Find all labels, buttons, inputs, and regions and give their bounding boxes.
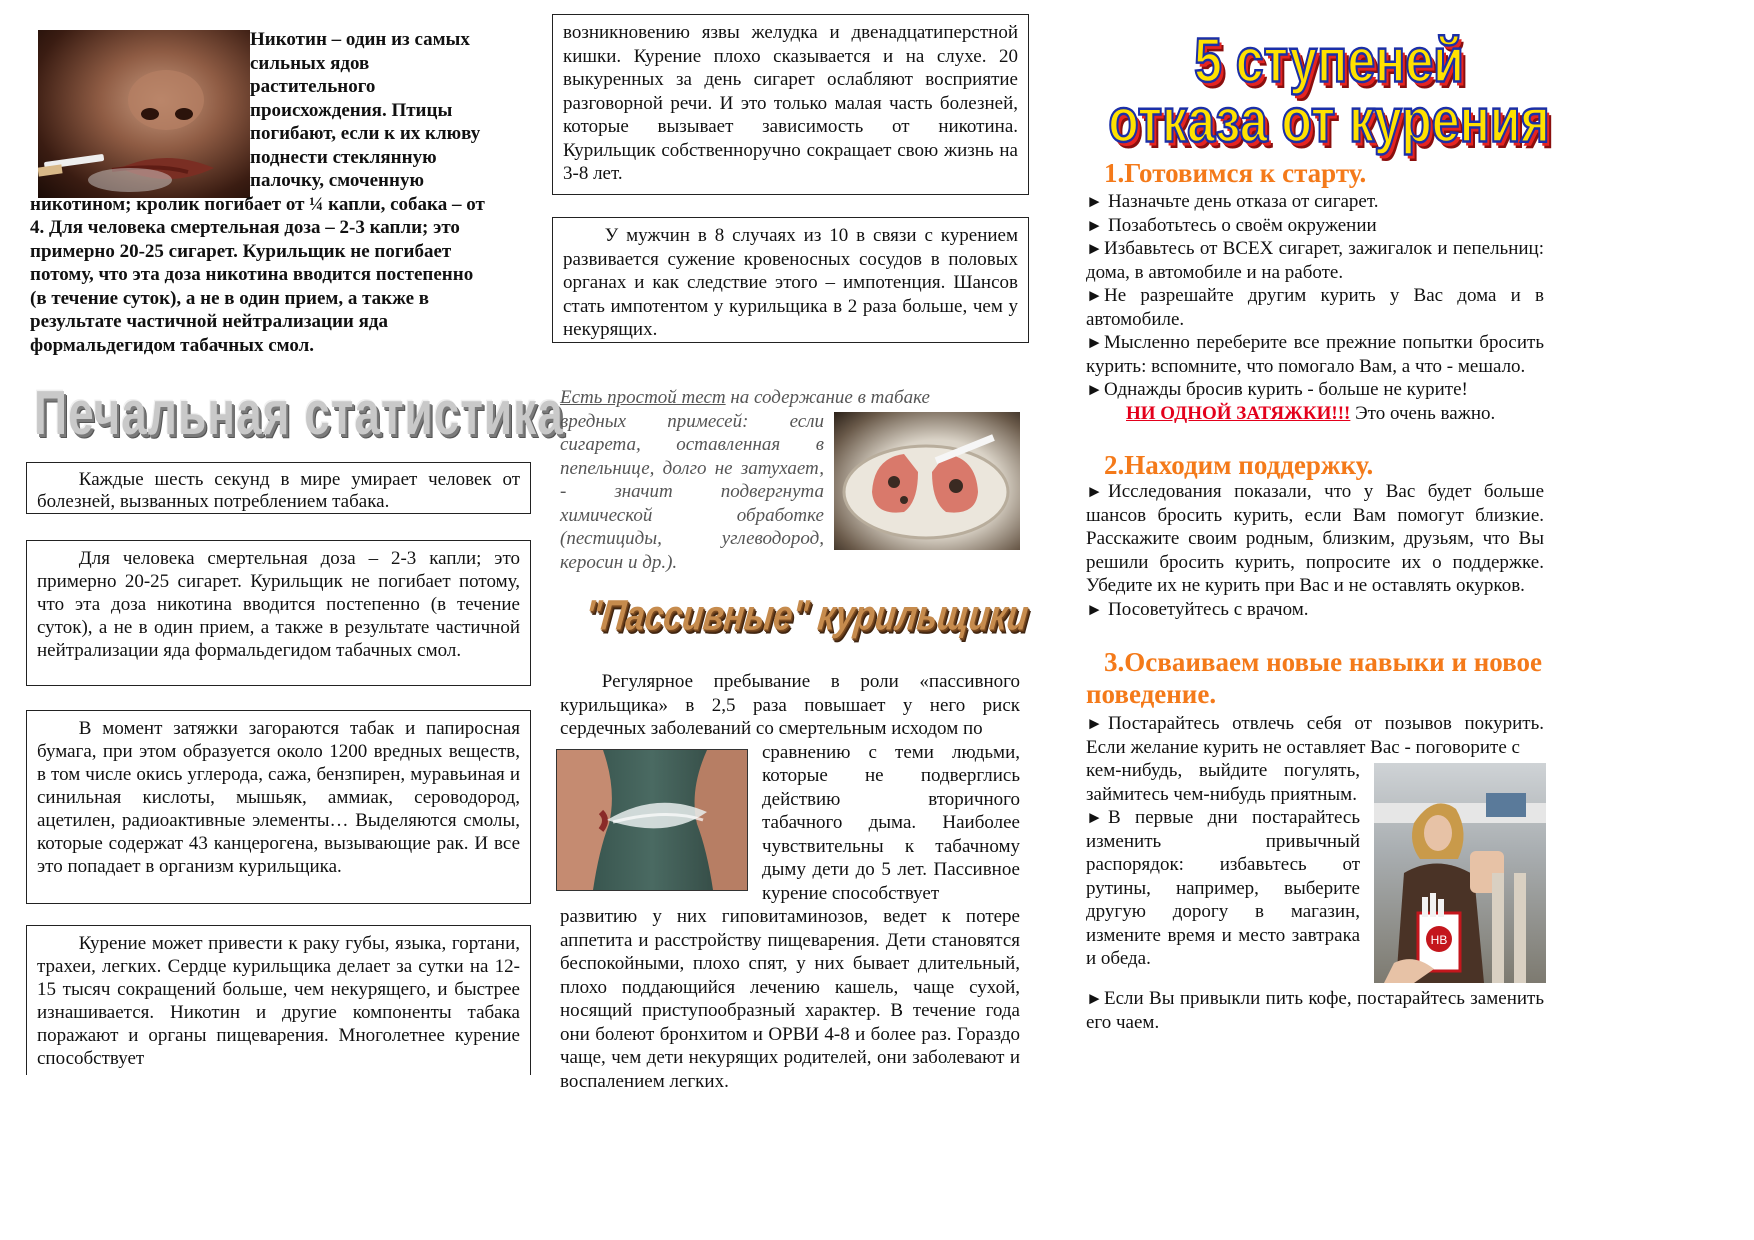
stat-box-1: Каждые шесть секунд в мире умирает человек от болезней, вызванных потреблением табака. (26, 462, 531, 514)
test-body: вредных примесей: если сигарета, оставленная в пепельнице, долго не затухает, - значит подвергнута химической обработке (пестициды, углеводород, керосин и др.). (560, 410, 824, 573)
bullet-arrow-icon: ► (1086, 333, 1103, 352)
bullet-arrow-icon: ► (1086, 808, 1103, 827)
warning-red-text: НИ ОДНОЙ ЗАТЯЖКИ!!! (1126, 402, 1351, 424)
stat-box-2: Для человека смертельная доза – 2-3 капли; это примерно 20-25 сигарет. Курильщик не погибает потому, что эта доза никотина вводится постепенно (в течение суток), а не в один прием, а также в результате частичной нейтрализации яда формальдегидом табачных смол. (26, 540, 531, 686)
bullet-arrow-icon: ► (1086, 989, 1103, 1008)
no-puff-warning: НИ ОДНОЙ ЗАТЯЖКИ!!! Это очень важно. (1126, 402, 1496, 424)
bullet-arrow-icon: ► (1086, 380, 1103, 399)
column-2 (552, 0, 1032, 1240)
stat-box-3: В момент затяжки загораются табак и папиросная бумага, при этом образуется около 1200 вредных веществ, в том числе окись углерода, сажа, бензпирен, муравьиная и синильная кислоты, мышьяк, аммиак, сероводород, ацетилен, радиоактивные элементы… Выделяются смолы, которые содержат 43 канцерогена, вызывающие рак. И все это попадает в организм курильщика. (26, 710, 531, 904)
passive-smokers-heading: "Пассивные" курильщики (582, 592, 1031, 640)
tobacco-test-block (560, 386, 1020, 574)
test-underlined-lead: Есть простой тест (560, 387, 726, 408)
lungs-ashtray-illustration (834, 412, 1020, 550)
sad-statistics-heading: Печальная статистика (34, 377, 564, 448)
test-lead-rest: на содержание в табаке (725, 387, 930, 408)
bullet-arrow-icon: ► (1086, 286, 1103, 305)
step-3-item: ► В первые дни постарайтесь изменить привычный распорядок: избавьтесь от рутины, например, выберите другую дорогу в магазин, измените время и место завтрака и обеда. (1086, 807, 1360, 969)
exhaling-smoke-illustration (557, 750, 747, 890)
step-2-item: ► Посоветуйтесь с врачом. (1086, 598, 1309, 620)
cigarette-pack-label: НВ (1430, 933, 1448, 947)
step-1-item: ►Избавьтесь от ВСЕХ сигарет, зажигалок и пепельниц: дома, в автомобиле и на работе. (1086, 238, 1544, 283)
step-3-item: ►Если Вы привыкли пить кофе, постарайтесь заменить его чаем. (1086, 988, 1544, 1033)
photo-float-spacer (30, 28, 250, 178)
column-3 (1086, 0, 1548, 1240)
bullet-arrow-icon: ► (1086, 239, 1103, 258)
woman-refusing-cigarette-photo (1374, 763, 1546, 983)
step-2-list (1086, 480, 1544, 621)
bullet-arrow-icon: ► (1086, 714, 1103, 733)
step-2-item: ► Исследования показали, что у Вас будет больше шансов бросить курить, если Вам помогут близкие. Расскажите своим родным, близким, друзьям, что Вы решили бросить курить, попросите их о поддержке. Убедите их не курить при Вас и не оставлять окурков. (1086, 481, 1544, 596)
step-1-item: ►Не разрешайте другим курить у Вас дома и в автомобиле. (1086, 285, 1544, 330)
title-line-1: 5 ступеней (1194, 25, 1464, 96)
bullet-arrow-icon: ► (1086, 215, 1103, 235)
step-3-list: ► Постарайтесь отвлечь себя от позывов покурить. Если желание курить не оставляет Вас - поговорите с НВ кем-нибудь, выйдите погулять, займитесь чем-нибудь приятным. ► В первые дни постарайтесь изменить привычный распорядок: избавьтесь от рутины, например, выберите другую дорогу в магазин, измените время и место завтрака и обеда. ►Если Вы привыкли пить кофе, постарайтесь заменить его чаем. (1086, 713, 1544, 1033)
step-1-list (1086, 190, 1544, 425)
bullet-arrow-icon: ► (1086, 482, 1103, 501)
step-3-item: ► Постарайтесь отвлечь себя от позывов покурить. Если желание курить не оставляет Вас - поговорите с (1086, 713, 1544, 758)
step-1-item: ►Однажды бросив курить - больше не курите! (1086, 379, 1468, 400)
stat-box-4: Курение может привести к раку губы, языка, гортани, трахеи, легких. Сердце курильщика делает за сутки на 12-15 тысяч сокращений больше, чем некурящего, и быстрее изнашивается. Никотин и другие компоненты табака поражают и органы пищеварения. Многолетнее курение способствует (26, 925, 531, 1075)
passive-smokers-text: Регулярное пребывание в роли «пассивного курильщика» в 2,5 раза повышает у него риск сердечных заболеваний со смертельным исходом по сравнению с теми людьми, которые не подверглись действию вторичного табачного дыма. Наиболее чувствительны к табачному дыму дети до 5 лет. Пассивное курение способствует развитию у них гиповитаминозов, ведет к потере аппетита и расстройству пищеварения. Дети становятся беспокойными, плохо спят, у них бывает длительный, плохо поддающийся лечению кашель, чаще сухой, носящий приступообразный характер. В течение года они болеют бронхитом и ОРВИ 4-8 и более раз. Гораздо чаще, чем дети некурящих родителей, они заболевают и воспалением легких. (560, 670, 1020, 1093)
bullet-arrow-icon: ► (1086, 192, 1103, 211)
step-1-item: ► Позаботьтесь о своём окружении (1086, 214, 1377, 236)
nicotine-intro-text: Никотин – один из самых сильных ядов растительного происхождения. Птицы погибают, если к их клюву поднести стеклянную палочку, смоченную никотином; кролик погибает от ¼ капли, собака – от 4. Для человека смертельная доза – 2-3 капли; это примерно 20-25 сигарет. Курильщик не погибает потому, что эта доза никотина вводится постепенно (в течение суток), а не в один прием, а также в результате частичной нейтрализации яда формальдегидом табачных смол. (30, 29, 485, 356)
continuation-box: возникновению язвы желудка и двенадцатиперстной кишки. Курение плохо сказывается и на слухе. 20 выкуренных за день сигарет ослабляют восприятие разговорной речи. И это только малая часть болезней, которые вызывает зависимость от никотина. Курильщик собственноручно сокращает свою жизнь на 3-8 лет. (552, 14, 1029, 195)
step-3-heading: 3.Осваиваем новые навыки и новое поведение. (1086, 647, 1543, 709)
step-2-heading: 2.Находим поддержку. (1104, 450, 1374, 480)
step-1-heading: 1.Готовимся к старту. (1104, 158, 1367, 188)
bullet-arrow-icon: ► (1086, 599, 1103, 619)
step-1-item: ►Мысленно переберите все прежние попытки бросить курить: вспомните, что помогало Вам, а что - мешало. (1086, 332, 1544, 377)
lungs-ashtray-photo (834, 412, 1020, 550)
column-1 (30, 0, 590, 1240)
step-1-item: ► Назначьте день отказа от сигарет. (1086, 191, 1379, 212)
woman-refusing-illustration (1374, 763, 1546, 983)
exhaling-smoke-photo (556, 749, 748, 891)
title-line-2: отказа от курения (1108, 85, 1550, 156)
men-impotence-box: У мужчин в 8 случаях из 10 в связи с курением развивается сужение кровеносных сосудов в половых органах и как следствие этого – импотенция. Шансов стать импотентом у курильщика в 2 раза больше, чем у некурящих. (552, 217, 1029, 343)
